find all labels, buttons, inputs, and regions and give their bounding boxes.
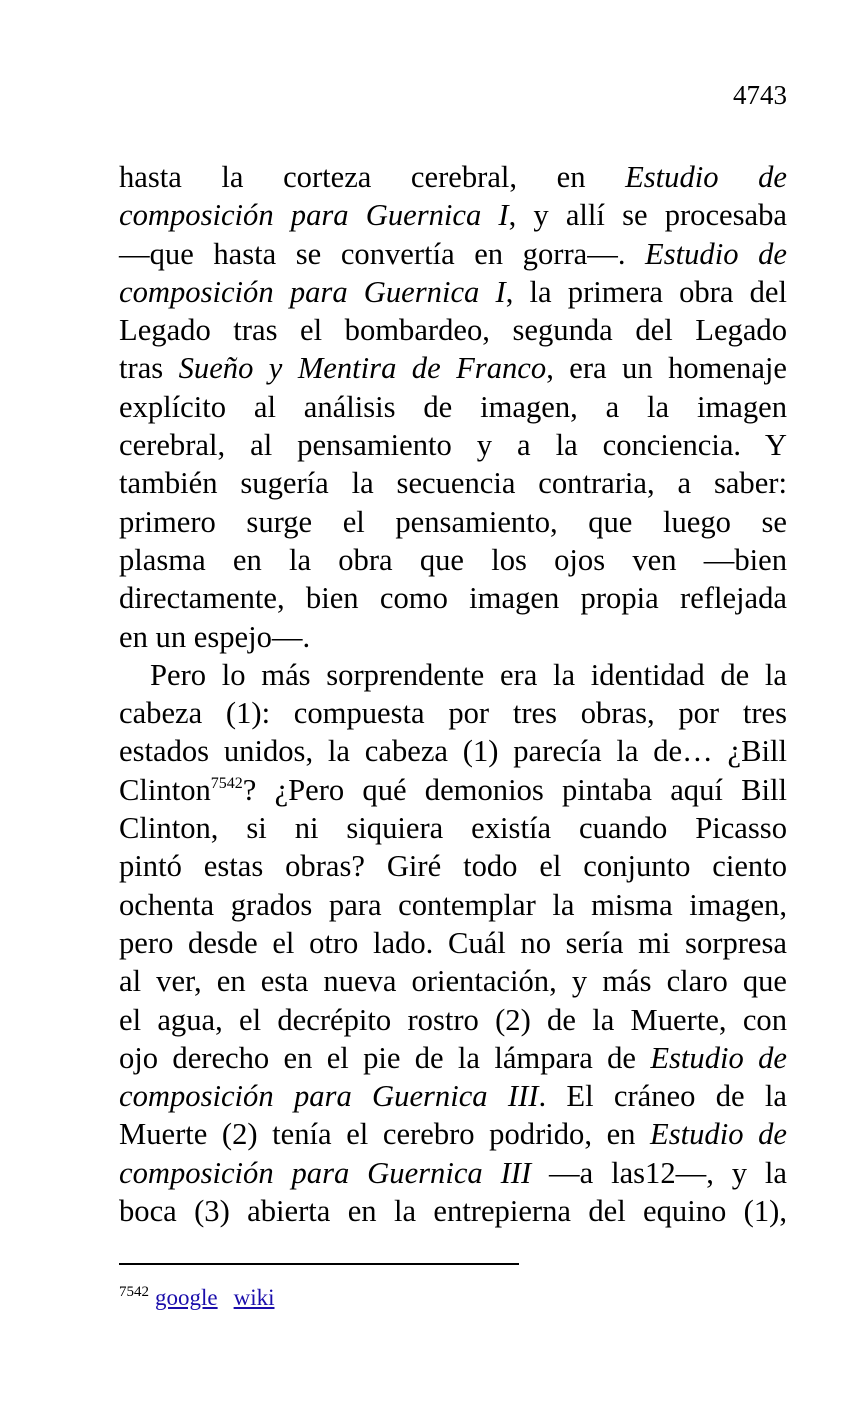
paragraph-2 — [119, 656, 787, 1230]
text-line: tras Sueño y Mentira de Franco, era un homenaje — [119, 351, 787, 386]
footnote-number: 7542 — [119, 1284, 149, 1300]
text-line: Clinton, si ni siquiera existía cuando Picasso — [119, 811, 787, 846]
text-line: cerebral, al pensamiento y a la conciencia. Y — [119, 428, 787, 463]
text-line: hasta la corteza cerebral, en Estudio de — [119, 160, 788, 194]
italic-title: Estudio de — [650, 1117, 787, 1152]
text-line: explícito al análisis de imagen, a la imagen — [119, 389, 787, 424]
italic-title: composición para Guernica III — [119, 1079, 539, 1114]
text-line: Legado tras el bombardeo, segunda del Legado — [119, 313, 787, 348]
text-line: ochenta grados para contemplar la misma imagen, — [119, 887, 787, 922]
text-line: Pero lo más sorprendente era la identidad de la — [150, 657, 787, 692]
footnote-link-wiki[interactable]: wiki — [233, 1285, 275, 1310]
text-line: pintó estas obras? Giré todo el conjunto ciento — [119, 849, 787, 884]
text-line: al ver, en esta nueva orientación, y más claro que — [119, 964, 787, 999]
italic-title: composición para Guernica III — [119, 1155, 532, 1190]
text-line: también sugería la secuencia contraria, a saber: — [119, 466, 787, 501]
footnote-reference[interactable]: 7542 — [210, 774, 243, 792]
footnote — [119, 1283, 291, 1313]
italic-title: Estudio de — [625, 160, 788, 194]
italic-title: composición para Guernica I — [119, 274, 506, 309]
text-line: composición para Guernica III —a las12—, y la — [119, 1155, 787, 1190]
text-line: composición para Guernica I, y allí se procesaba — [119, 198, 787, 233]
text-line: el agua, el decrépito rostro (2) de la Muerte, con — [119, 1002, 787, 1037]
text-line: pero desde el otro lado. Cuál no sería mi sorpresa — [119, 925, 787, 960]
text-line: composición para Guernica III. El cráneo de la — [119, 1079, 787, 1114]
text-line: boca (3) abierta en la entrepierna del equino (1), — [119, 1194, 787, 1229]
italic-title: composición para Guernica I — [119, 198, 509, 233]
text-line: Muerte (2) tenía el cerebro podrido, en Estudio de — [119, 1117, 787, 1152]
text-line: directamente, bien como imagen propia reflejada — [119, 581, 787, 616]
footnote-link-google[interactable]: google — [155, 1285, 218, 1310]
italic-title: Estudio de — [645, 236, 787, 271]
italic-title: Estudio de — [650, 1040, 787, 1075]
text-line: composición para Guernica I, la primera obra del — [119, 274, 787, 309]
text-line: —que hasta se convertía en gorra—. Estudio de — [119, 236, 787, 271]
text-line: Clinton$^{7542}$? ¿Pero qué demonios pintaba aquí Bill — [119, 772, 787, 807]
text-line: en un espejo—. — [119, 619, 311, 654]
paragraph-1 — [119, 158, 787, 656]
text-line: primero surge el pensamiento, que luego se — [119, 504, 787, 539]
footnote-separator — [119, 1263, 519, 1265]
text-line: estados unidos, la cabeza (1) parecía la de… ¿Bill — [119, 734, 787, 769]
page-number: 4743 — [733, 80, 787, 110]
text-line: plasma en la obra que los ojos ven —bien — [119, 542, 787, 577]
text-line: ojo derecho en el pie de la lámpara de Estudio de — [119, 1040, 787, 1075]
italic-title: Sueño y Mentira de Franco — [178, 351, 547, 386]
text-line: cabeza (1): compuesta por tres obras, por tres — [119, 696, 787, 731]
body-text — [119, 158, 787, 1230]
